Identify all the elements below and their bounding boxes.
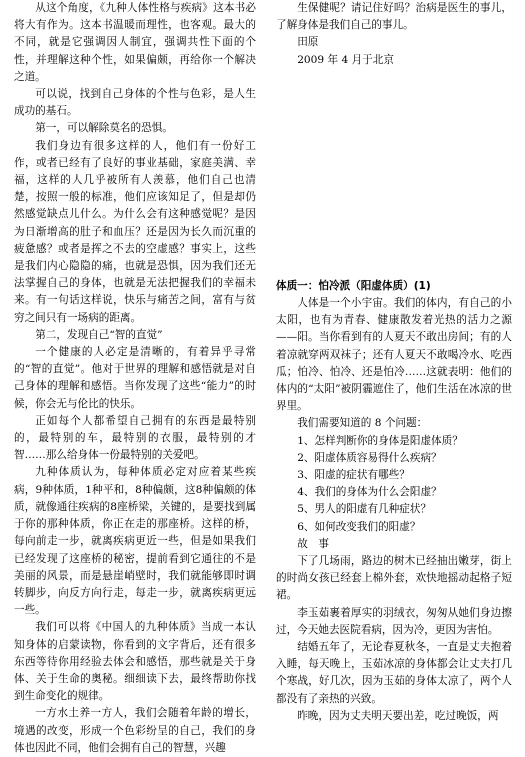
left-column xyxy=(14,0,256,757)
paragraph: 生保健呢？请记住好吗？治病是医生的事儿，了解身体是我们自己的事儿。 xyxy=(276,2,512,32)
question-item: 6、如何改变我们的阳虚？ xyxy=(297,520,421,533)
paragraph: 第二，发现自己“智的直觉” xyxy=(35,328,163,341)
paragraph: 李玉茹裹着厚实的羽绒衣，匆匆从她们身边擦过，今天她去医院看病，因为冷，更因为害怕。 xyxy=(276,606,512,636)
question-item: 2、阳虚体质容易得什么疾病？ xyxy=(297,451,442,464)
right-column xyxy=(276,0,512,725)
question-item: 5、男人的阳虚有几种症状？ xyxy=(297,503,432,516)
paragraph: 我们需要知道的 8 个问题： xyxy=(297,417,428,430)
question-item: 4、我们的身体为什么会阳虚？ xyxy=(297,486,442,499)
paragraph: 一个健康的人必定是清晰的，有着异乎寻常的“智的直觉”。他对于世界的理解和感悟就是对自己身体的理解和感悟。当你发现了这些“能力”的时候，你会无与伦比的快乐。 xyxy=(14,346,256,410)
paragraph: 一方水土养一方人，我们会随着年龄的增长，境遇的改变，形成一个色彩纷呈的自己，我们的身体也因此不同，他们会拥有自己的智慧，兴趣 xyxy=(14,707,256,754)
paragraph: 结婚五年了，无论春夏秋冬，一直是丈夫抱着入睡，每天晚上，玉茹冰凉的身体都会让丈夫打几个寒战，好几次，因为玉茹的身体太凉了，两个人都没有了亲热的兴致。 xyxy=(276,641,512,705)
paragraph: 第一，可以解除莫名的恐惧。 xyxy=(35,122,173,135)
paragraph: 我们身边有很多这样的人，他们有一份好工作，或者已经有了良好的事业基础，家庭美满、幸福，这样的人几乎被所有人羡慕，他们自己也清楚，按照一般的标准，他们应该知足了，但是却仍然感觉缺点儿什么。为什么会有这种感觉呢？是因为日渐增高的肚子和血压？还是因为长久而沉重的疲惫感？或者是挥之不去的空虚感？事实上，这些是我们内心隐隐的痛，也就是恐惧，因为我们还无法掌握自己的身体，也就是无法把握我们的幸福未来。有一句话这样说，快乐与痛苦之间，富有与贫穷之间只有一场病的距离。 xyxy=(14,139,256,324)
question-item: 3、阳虚的症状有哪些？ xyxy=(297,469,410,482)
question-item: 1、怎样判断你的身体是阳虚体质？ xyxy=(297,434,463,447)
paragraph: 可以说，找到自己身体的个性与色彩，是人生成功的基石。 xyxy=(14,88,256,118)
signature-date: 2009 年 4 月于北京 xyxy=(297,53,394,66)
author-signature: 田原 xyxy=(297,36,319,49)
paragraph: 正如每个人都希望自己拥有的东西是最特别的，最特别的车，最特别的衣服，最特别的才智……那么给身体一份最特别的关爱吧。 xyxy=(14,414,256,462)
section-heading: 体质一：怕冷派（阳虚体质）(1) xyxy=(276,279,431,292)
paragraph: 昨晚，因为丈夫明天要出差，吃过晚饭，两 xyxy=(297,709,499,722)
story-label: 故 事 xyxy=(297,537,329,550)
paragraph: 从这个角度，《九种人体性格与疾病》这本书必将大有作为。这本书温暖而理性，也客观。最大的不同，就是它强调因人制宜，强调共性下面的个性，并理解这种个性，如果偏颇，再给你一个解决之道。 xyxy=(14,2,256,83)
paragraph: 下了几场雨，路边的树木已经抽出嫩芽，街上的时尚女孩已经套上棉外套，欢快地摇动起格子短裙。 xyxy=(276,555,512,602)
paragraph: 人体是一个小宇宙。我们的体内，有自己的小太阳，也有为青春、健康散发着光热的活力之源——阳。当你看到有的人夏天不敢出房间；有的人着凉就穿两双袜子；还有人夏天不敢喝冷水、吃西瓜；怕冷、怕冷、还是怕冷……这就表明：他们的体内的“太阳”被阴霾遮住了，他们生活在冰凉的世界里。 xyxy=(276,297,512,413)
paragraph: 我们可以将《中国人的九种体质》当成一本认知身体的启蒙读物，你看到的文字背后，还有很多东西等待你用经验去体会和感悟，那些就是关于身体、关于生命的奥秘。细细读下去，最终帮助你找到生命变化的规律。 xyxy=(14,621,256,703)
paragraph: 九种体质认为，每种体质必定对应着某些疾病，9种体质，1种平和，8种偏颇，这8种偏颇的体质，就像通往疾病的8座桥梁，关键的，是要找到属于你的那种体质，你正在走的那座桥。这样的桥，每向前走一步，就离疾病更近一些，但是如果我们已经发现了这座桥的秘密，提前看到它通往的不是美丽的风景，而是悬崖峭壁时，我们就能够即时调转脚步，向反方向行走，每走一步，就离疾病更远一些。 xyxy=(14,466,256,617)
blank-space xyxy=(276,69,512,278)
